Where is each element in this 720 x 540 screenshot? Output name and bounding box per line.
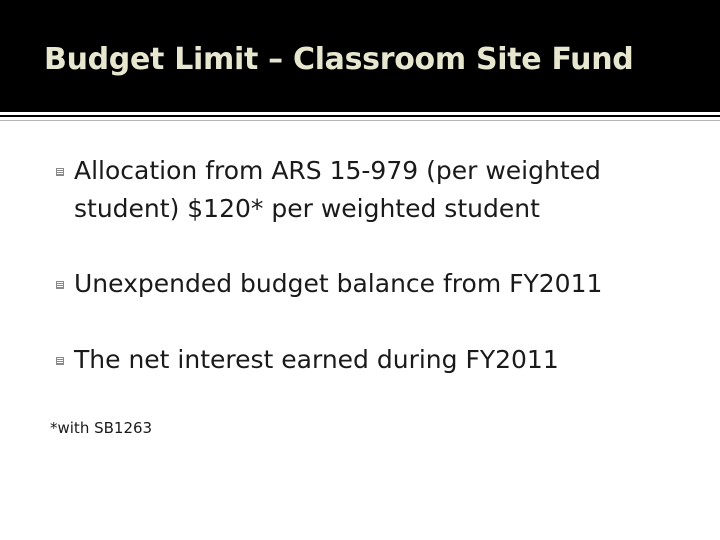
square-bullet-icon	[56, 281, 64, 289]
title-divider-thin	[0, 120, 720, 121]
bullet-text: Unexpended budget balance from FY2011	[74, 269, 603, 298]
bullet-text: Allocation from ARS 15-979 (per weighted student) $120* per weighted student	[74, 156, 601, 223]
bullet-text: The net interest earned during FY2011	[74, 345, 559, 374]
footnote: *with SB1263	[50, 419, 153, 437]
square-bullet-icon	[56, 168, 64, 176]
slide-title: Budget Limit – Classroom Site Fund	[44, 42, 634, 77]
title-divider	[0, 115, 720, 117]
square-bullet-icon	[56, 357, 64, 365]
title-bar	[0, 0, 720, 112]
